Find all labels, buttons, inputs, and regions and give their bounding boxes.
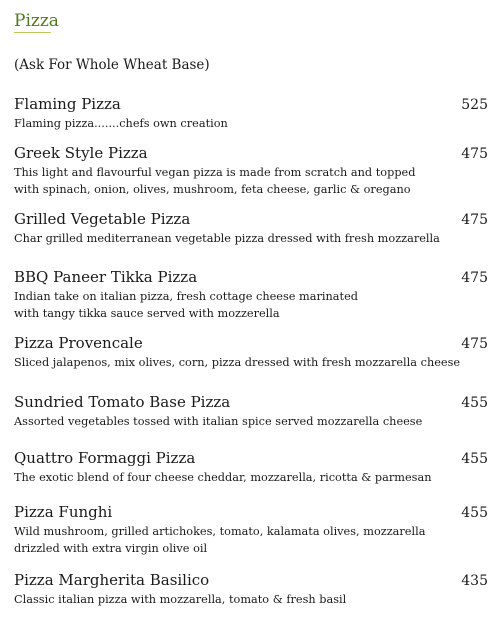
item-name: Quattro Formaggi Pizza (14, 449, 196, 467)
item-price: 475 (461, 146, 488, 162)
menu-item-pizza-provencale (14, 333, 488, 371)
menu-item-grilled-vegetable-pizza (14, 209, 488, 247)
menu-item-sundried-tomato-base-pizza (14, 392, 488, 430)
item-price: 455 (461, 451, 488, 467)
whole-wheat-note: (Ask For Whole Wheat Base) (14, 57, 210, 73)
item-name: Greek Style Pizza (14, 144, 148, 162)
item-name: Pizza Funghi (14, 503, 113, 521)
menu-item-pizza-margherita-basilico (14, 570, 488, 608)
item-name: Pizza Margherita Basilico (14, 571, 210, 589)
item-description: Classic italian pizza with mozzarella, tomato & fresh basil (14, 593, 347, 606)
item-name: Sundried Tomato Base Pizza (14, 393, 231, 411)
item-price: 475 (461, 336, 488, 352)
item-description: Char grilled mediterranean vegetable pizza dressed with fresh mozzarella (14, 232, 440, 245)
item-description: Indian take on italian pizza, fresh cottage cheese marinated (14, 290, 358, 303)
item-description: Assorted vegetables tossed with italian spice served mozzarella cheese (14, 415, 423, 428)
item-price: 435 (461, 573, 488, 589)
item-name: BBQ Paneer Tikka Pizza (14, 268, 198, 286)
item-price: 455 (461, 395, 488, 411)
menu-item-quattro-formaggi-pizza (14, 448, 488, 486)
item-description: The exotic blend of four cheese cheddar, mozzarella, ricotta & parmesan (14, 471, 432, 484)
section-title: Pizza (14, 11, 59, 31)
item-name: Flaming Pizza (14, 95, 121, 113)
menu-item-bbq-paneer-tikka-pizza (14, 267, 488, 322)
item-description: This light and flavourful vegan pizza is made from scratch and topped (14, 166, 416, 179)
item-description: with tangy tikka sauce served with mozzerella (14, 307, 280, 320)
item-name: Pizza Provencale (14, 334, 143, 352)
item-price: 525 (461, 97, 488, 113)
item-description: Flaming pizza.......chefs own creation (14, 117, 228, 130)
item-description: with spinach, onion, olives, mushroom, feta cheese, garlic & oregano (14, 183, 411, 196)
title-underline (14, 32, 51, 33)
item-price: 475 (461, 212, 488, 228)
item-price: 475 (461, 270, 488, 286)
item-description: Sliced jalapenos, mix olives, corn, pizza dressed with fresh mozzarella cheese (14, 356, 461, 369)
item-description: drizzled with extra virgin olive oil (14, 542, 208, 555)
item-description: Wild mushroom, grilled artichokes, tomato, kalamata olives, mozzarella (14, 525, 426, 538)
menu-item-pizza-funghi (14, 502, 488, 557)
item-price: 455 (461, 505, 488, 521)
menu-item-flaming-pizza (14, 94, 488, 132)
menu-item-greek-style-pizza (14, 143, 488, 198)
item-name: Grilled Vegetable Pizza (14, 210, 191, 228)
